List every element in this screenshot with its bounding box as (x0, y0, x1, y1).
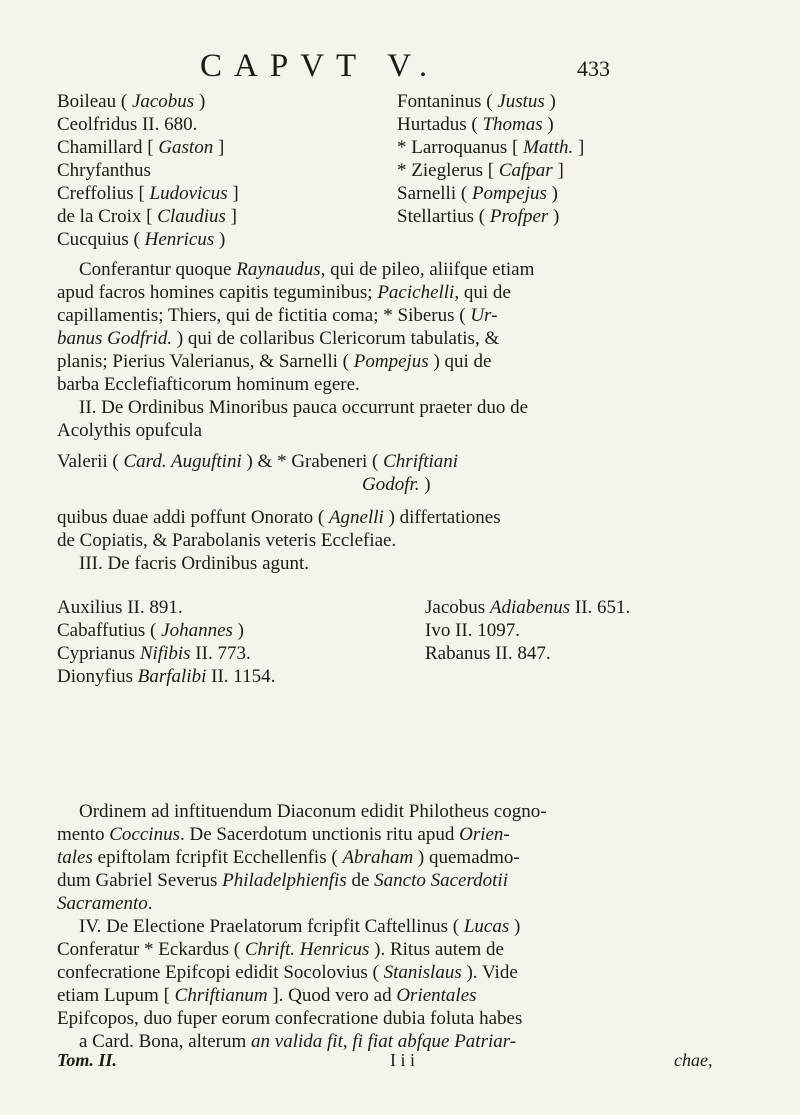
text-line: Godofr. ) (362, 474, 431, 495)
chapter-title: CAPVT V. (200, 48, 440, 84)
catalog-entry: Chamillard [ Gaston ] (57, 137, 225, 158)
catalog-entry: Jacobus Adiabenus II. 651. (425, 597, 631, 618)
catalog-entry: Hurtadus ( Thomas ) (397, 114, 554, 135)
catalog-entry: Sarnelli ( Pompejus ) (397, 183, 558, 204)
paragraph-2 (57, 506, 757, 575)
text-line: de Copiatis, & Parabolanis veteris Ecclefiae. (57, 530, 397, 551)
running-head (0, 48, 800, 88)
text-line: dum Gabriel Severus Philadelphienfis de Sancto Sacerdotii (57, 870, 508, 891)
catalog-entry: Auxilius II. 891. (57, 597, 183, 618)
text-line: confecratione Epifcopi edidit Socolovius ( Stanislaus ). Vide (57, 962, 518, 983)
text-line: planis; Pierius Valerianus, & Sarnelli ( Pompejus ) qui de (57, 351, 492, 372)
catalog-entry: Ivo II. 1097. (425, 620, 520, 641)
catalog-entry: Stellartius ( Profper ) (397, 206, 560, 227)
catalog-entry: Dionyfius Barfalibi II. 1154. (57, 666, 276, 687)
page-number: 433 (577, 56, 610, 81)
text-line: Sacramento. (57, 893, 153, 914)
catalog-entry: Chryfanthus (57, 160, 151, 181)
section-heading: II. De Ordinibus Minoribus pauca occurrunt praeter duo de (79, 397, 528, 418)
text-line: Conferantur quoque Raynaudus, qui de pileo, aliifque etiam (79, 259, 535, 280)
catalog-entry: de la Croix [ Claudius ] (57, 206, 237, 227)
text-line: tales epiftolam fcripfit Ecchellenfis ( Abraham ) quemadmo- (57, 847, 520, 868)
text-line: Acolythis opufcula (57, 420, 203, 441)
text-line: Epifcopos, duo fuper eorum confecratione dubia foluta habes (57, 1008, 523, 1029)
text-line: capillamentis; Thiers, qui de fictitia coma; * Siberus ( Ur- (57, 305, 498, 326)
catalog-entry: Creffolius [ Ludovicus ] (57, 183, 239, 204)
catalog-top-right (397, 90, 584, 228)
catalog-entry: * Larroquanus [ Matth. ] (397, 137, 585, 158)
catalog-top-left (57, 90, 239, 251)
catalog-mid-right (425, 596, 630, 665)
paragraph-1 (57, 258, 757, 442)
text-line: etiam Lupum [ Chriftianum ]. Quod vero ad Orientales (57, 985, 477, 1006)
catalog-entry: Cyprianus Nifibis II. 773. (57, 643, 251, 664)
text-line: Conferatur * Eckardus ( Chrift. Henricus ). Ritus autem de (57, 939, 504, 960)
signature-mark: I i i (390, 1050, 415, 1070)
catalog-entry: * Zieglerus [ Cafpar ] (397, 160, 564, 181)
catalog-entry: Fontaninus ( Justus ) (397, 91, 556, 112)
text-line: quibus duae addi poffunt Onorato ( Agnelli ) differtationes (57, 507, 501, 528)
text-line: apud facros homines capitis teguminibus; Pacichelli, qui de (57, 282, 511, 303)
paragraph-3 (57, 800, 757, 1053)
text-line: a Card. Bona, alterum an valida fit, fi fiat abfque Patriar- (79, 1031, 517, 1052)
catalog-entry: Cucquius ( Henricus ) (57, 229, 226, 250)
catalog-mid-left (57, 596, 275, 688)
volume-mark: Tom. II. (57, 1050, 117, 1070)
catalog-entry: Cabaffutius ( Johannes ) (57, 620, 244, 641)
catalog-entry: Rabanus II. 847. (425, 643, 551, 664)
catalog-entry: Ceolfridus II. 680. (57, 114, 198, 135)
text-line: banus Godfrid. ) qui de collaribus Clericorum tabulatis, & (57, 328, 500, 349)
authors-line (57, 450, 757, 496)
text-line: Valerii ( Card. Auguftini ) & * Grabeneri ( Chriftiani (57, 451, 459, 472)
section-heading: III. De facris Ordinibus agunt. (79, 553, 310, 574)
text-line: Ordinem ad inftituendum Diaconum edidit Philotheus cogno- (79, 801, 547, 822)
section-heading: IV. De Electione Praelatorum fcripfit Caftellinus ( Lucas ) (79, 916, 521, 937)
catalog-entry: Boileau ( Jacobus ) (57, 91, 206, 112)
catchword: chae, (674, 1050, 713, 1070)
text-line: mento Coccinus. De Sacerdotum unctionis ritu apud Orien- (57, 824, 510, 845)
text-line: barba Ecclefiafticorum hominum egere. (57, 374, 360, 395)
